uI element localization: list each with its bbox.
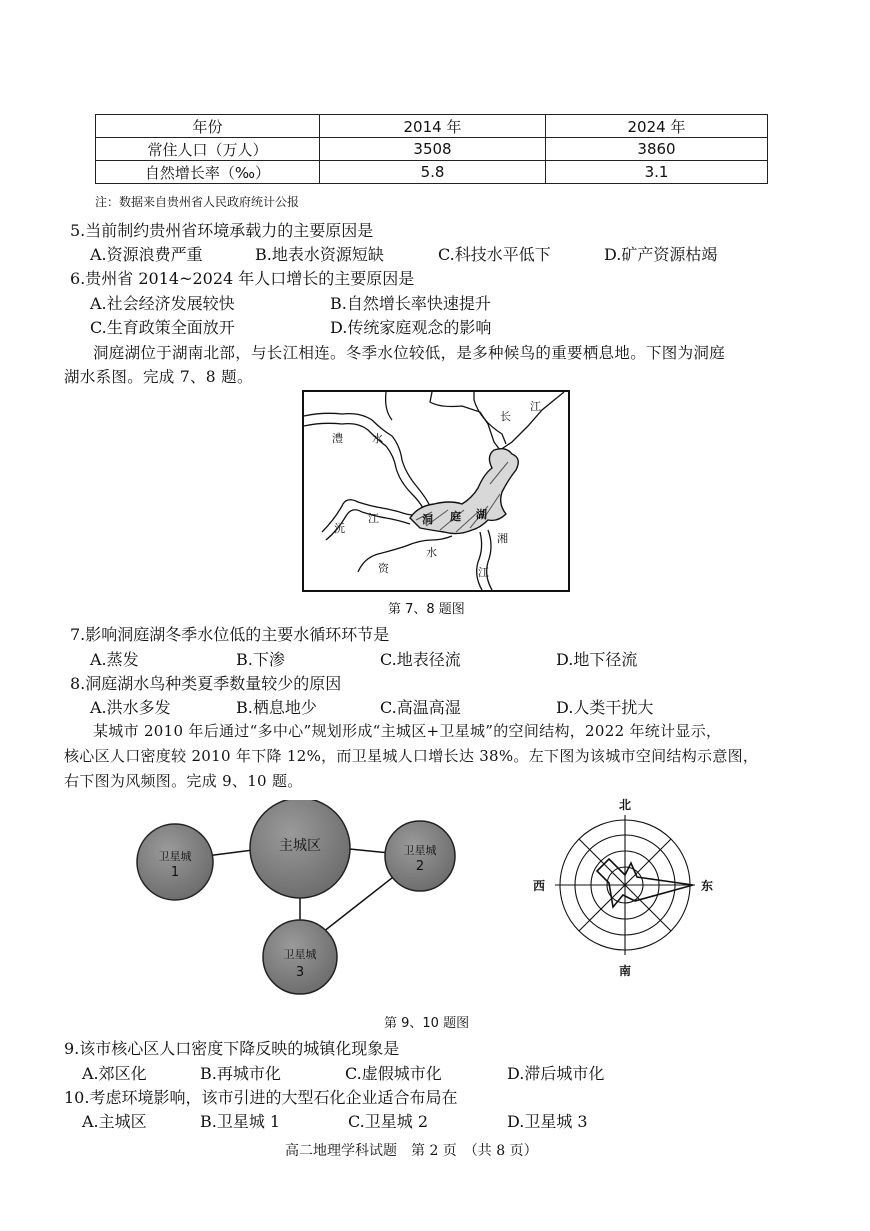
option-10a: A.主城区 — [82, 1112, 147, 1131]
satellite-1-label: 卫星城 — [158, 850, 192, 863]
label-ting: 庭 — [450, 510, 461, 523]
option-9b: B.再城市化 — [200, 1064, 281, 1083]
passage-9-10-line1: 某城市 2010 年后通过“多中心”规划形成“主城区+卫星城”的空间结构，2022 年统计显示， — [93, 722, 722, 740]
table-cell: 常住人口（万人） — [96, 138, 320, 161]
option-8d: D.人类干扰大 — [556, 698, 654, 717]
option-7c: C.地表径流 — [380, 650, 461, 669]
option-5c: C.科技水平低下 — [438, 245, 551, 264]
table-cell: 3.1 — [546, 161, 768, 184]
passage-9-10-line3: 右下图为风频图。完成 9、10 题。 — [64, 772, 303, 790]
dongting-map — [302, 390, 570, 592]
question-5: 5.当前制约贵州省环境承载力的主要原因是 — [70, 221, 374, 240]
table-cell: 3860 — [546, 138, 768, 161]
question-7: 7.影响洞庭湖冬季水位低的主要水循环环节是 — [70, 625, 390, 644]
table-note: 注：数据来自贵州省人民政府统计公报 — [95, 195, 300, 209]
option-7a: A.蒸发 — [90, 650, 139, 669]
satellite-1-number: 1 — [170, 865, 180, 880]
option-10d: D.卫星城 3 — [507, 1112, 588, 1131]
option-5d: D.矿产资源枯竭 — [604, 245, 718, 264]
passage-7-8-line2: 湖水系图。完成 7、8 题。 — [64, 368, 253, 386]
option-7b: B.下渗 — [236, 650, 285, 669]
option-6b: B.自然增长率快速提升 — [330, 294, 491, 313]
question-9: 9.该市核心区人口密度下降反映的城镇化现象是 — [64, 1039, 400, 1058]
satellite-3-label: 卫星城 — [283, 948, 317, 961]
satellite-2-number: 2 — [415, 859, 425, 874]
wind-frequency-polygon — [597, 859, 693, 907]
option-5a: A.资源浪费严重 — [90, 245, 203, 264]
label-shui-li: 水 — [372, 432, 383, 445]
question-10: 10.考虑环境影响，该市引进的大型石化企业适合布局在 — [64, 1088, 458, 1107]
table-row — [96, 138, 768, 161]
question-8: 8.洞庭湖水鸟种类夏季数量较少的原因 — [70, 674, 342, 693]
label-yuan: 沅 — [334, 522, 345, 535]
east-label: 东 — [700, 879, 714, 893]
city-structure-diagram — [130, 800, 480, 1000]
table-cell: 自然增长率（‰） — [96, 161, 320, 184]
population-table — [95, 114, 768, 184]
option-6c: C.生育政策全面放开 — [90, 318, 235, 337]
option-8a: A.洪水多发 — [90, 698, 171, 717]
label-li: 澧 — [332, 432, 343, 445]
table-cell: 3508 — [320, 138, 546, 161]
label-zi: 资 — [378, 562, 389, 575]
satellite-2-label: 卫星城 — [403, 844, 437, 857]
table-row — [96, 161, 768, 184]
figure-caption-9-10: 第 9、10 题图 — [384, 1016, 470, 1031]
label-hu: 湖 — [476, 508, 487, 521]
option-9c: C.虚假城市化 — [345, 1064, 442, 1083]
main-city-label: 主城区 — [279, 838, 321, 854]
option-7d: D.地下径流 — [556, 650, 638, 669]
label-jiang-xiang: 江 — [478, 566, 489, 579]
table-header: 年份 — [96, 115, 320, 138]
option-9a: A.郊区化 — [82, 1064, 147, 1083]
label-dong: 洞 — [422, 513, 433, 526]
passage-7-8-line1: 洞庭湖位于湖南北部，与长江相连。冬季水位较低，是多种候鸟的重要栖息地。下图为洞庭 — [93, 344, 726, 362]
label-jiang-yuan: 江 — [368, 512, 379, 525]
option-10b: B.卫星城 1 — [200, 1112, 281, 1131]
table-header: 2014 年 — [320, 115, 546, 138]
south-label: 南 — [618, 964, 632, 978]
option-10c: C.卫星城 2 — [348, 1112, 429, 1131]
passage-9-10-line2: 核心区人口密度较 2010 年下降 12%，而卫星城人口增长达 38%。左下图为该城市空间结构示意图， — [64, 747, 759, 765]
option-6a: A.社会经济发展较快 — [90, 294, 235, 313]
west-label: 西 — [532, 879, 546, 893]
north-label: 北 — [618, 798, 632, 812]
table-header-row — [96, 115, 768, 138]
wind-rose-diagram — [525, 795, 725, 985]
option-9d: D.滞后城市化 — [507, 1064, 605, 1083]
question-6: 6.贵州省 2014~2024 年人口增长的主要原因是 — [70, 269, 415, 288]
option-8c: C.高温高湿 — [380, 698, 461, 717]
label-xiang: 湘 — [497, 532, 508, 545]
table-header: 2024 年 — [546, 115, 768, 138]
option-8b: B.栖息地少 — [236, 698, 317, 717]
label-jiang-top: 江 — [530, 400, 541, 413]
page-footer: 高二地理学科试题 第 2 页 （共 8 页） — [285, 1143, 538, 1159]
option-6d: D.传统家庭观念的影响 — [330, 318, 492, 337]
figure-caption-7-8: 第 7、8 题图 — [388, 602, 465, 617]
label-chang: 长 — [500, 410, 511, 423]
option-5b: B.地表水资源短缺 — [255, 245, 384, 264]
table-cell: 5.8 — [320, 161, 546, 184]
label-shui-zi: 水 — [426, 546, 437, 559]
satellite-3-number: 3 — [295, 965, 305, 980]
